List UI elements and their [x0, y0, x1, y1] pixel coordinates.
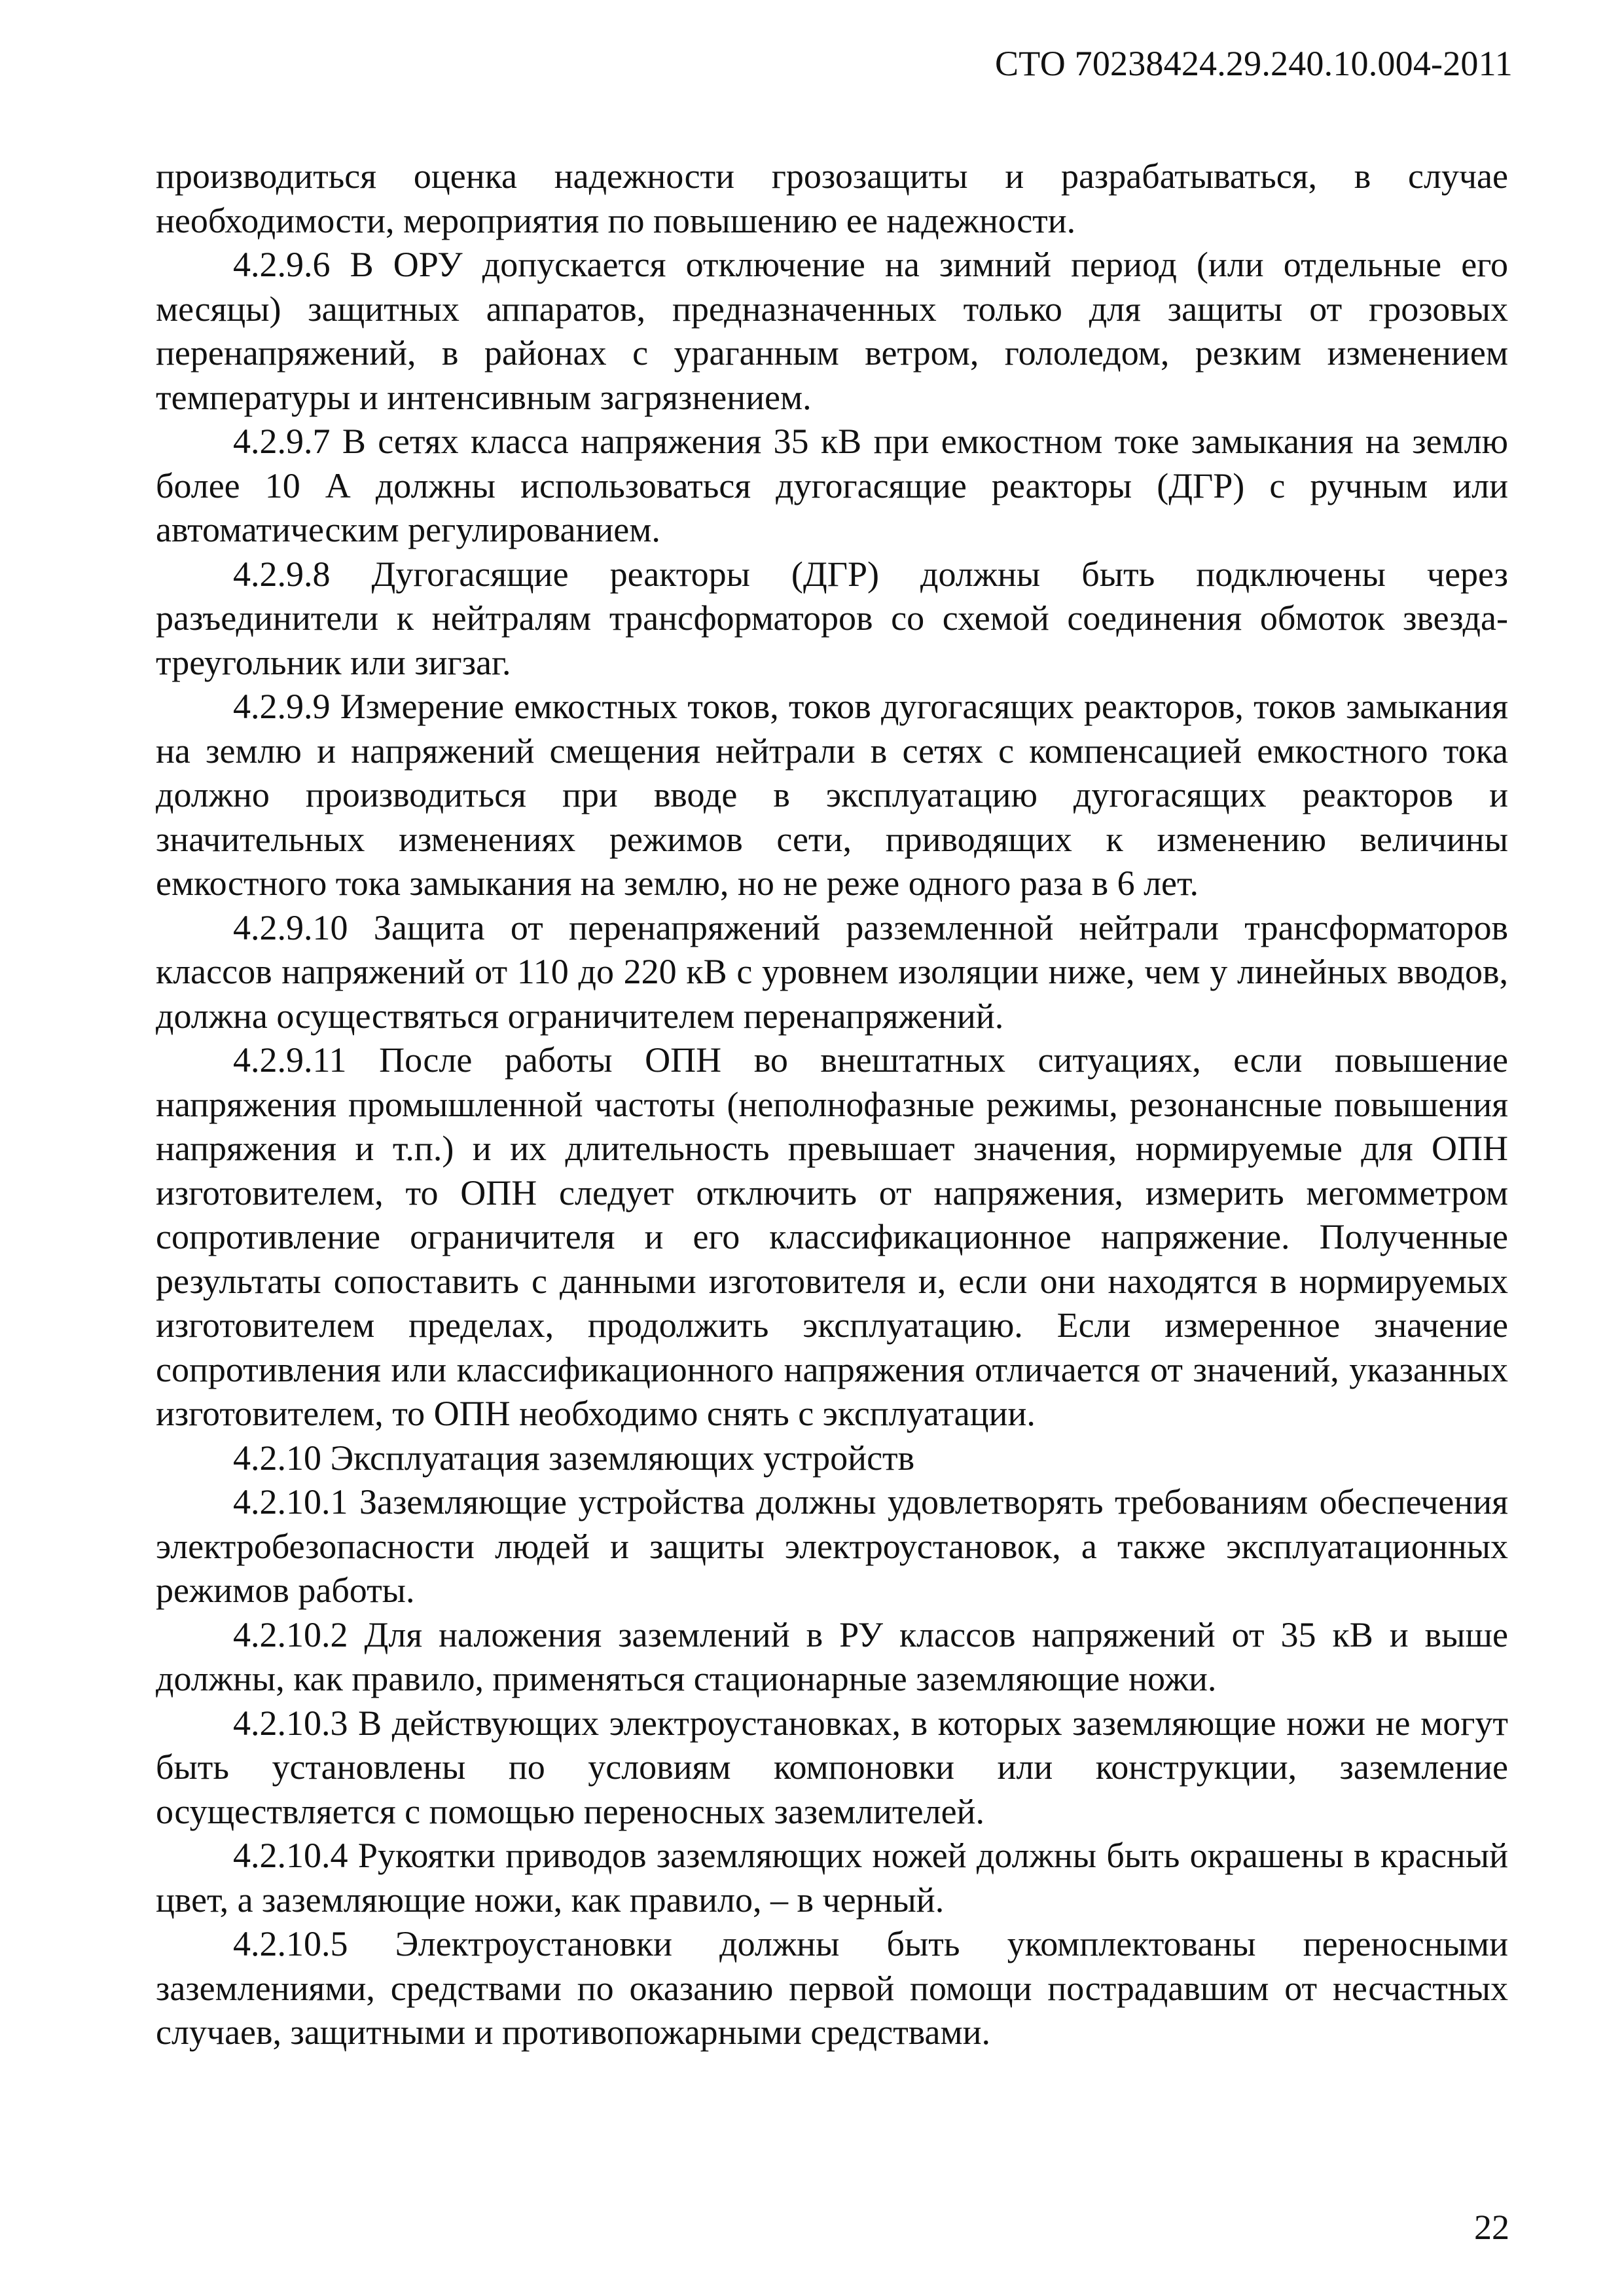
paragraph-4-2-9-7: 4.2.9.7 В сетях класса напряжения 35 кВ при емкостном токе замыкания на землю более 10 А должны использоваться дугогасящие реакторы (ДГР) с ручным или автоматическим регулированием.	[156, 422, 1508, 549]
paragraph-4-2-9-11: 4.2.9.11 После работы ОПН во внештатных ситуациях, если повышение напряжения промышленной частоты (неполнофазные режимы, резонансные повышения напряжения и т.п.) и их длительность превышает значения, нормируемые для ОПН изготовителем, то ОПН следует отключить от напряжения, измерить мегомметром сопротивление ограничителя и его классификационное напряжение. Полученные результаты сопоставить с данными изготовителя и, если они находятся в нормируемых изготовителем пределах, продолжить эксплуатацию. Если измеренное значение сопротивления или классификационного напряжения отличается от значений, указанных изготовителем, то ОПН необходимо снять с эксплуатации.	[156, 1040, 1508, 1433]
paragraph-4-2-9-8: 4.2.9.8 Дугогасящие реакторы (ДГР) должны быть подключены через разъединители к нейтралям трансформаторов со схемой соединения обмоток звезда-треугольник или зигзаг.	[156, 554, 1508, 682]
paragraph-4-2-10-3: 4.2.10.3 В действующих электроустановках, в которых заземляющие ножи не могут быть установлены по условиям компоновки или конструкции, заземление осуществляется с помощью переносных заземлителей.	[156, 1703, 1508, 1831]
paragraph-4-2-9-6: 4.2.9.6 В ОРУ допускается отключение на зимний период (или отдельные его месяцы) защитных аппаратов, предназначенных только для защиты от грозовых перенапряжений, в районах с ураганным ветром, гололедом, резким изменением температуры и интенсивным загрязнением.	[156, 245, 1508, 417]
paragraph-4-2-9-10: 4.2.9.10 Защита от перенапряжений разземленной нейтрали трансформаторов классов напряжений от 110 до 220 кВ с уровнем изоляции ниже, чем у линейных вводов, должна осуществяться ограничителем перенапряжений.	[156, 907, 1508, 1036]
section-heading-4-2-10: 4.2.10 Эксплуатация заземляющих устройств	[233, 1438, 915, 1478]
paragraph-4-2-9-9: 4.2.9.9 Измерение емкостных токов, токов дугогасящих реакторов, токов замыкания на землю и напряжений смещения нейтрали в сетях с компенсацией емкостного тока должно производиться при вводе в эксплуатацию дугогасящих реакторов и значительных изменениях режимов сети, приводящих к изменению величины емкостного тока замыкания на землю, но не реже одного раза в 6 лет.	[156, 687, 1508, 903]
document-body	[156, 155, 1508, 2055]
document-code-header: СТО 70238424.29.240.10.004-2011	[995, 44, 1513, 83]
page-number: 22	[1474, 2208, 1509, 2247]
paragraph-continuation: производиться оценка надежности грозозащиты и разрабатываться, в случае необходимости, мероприятия по повышению ее надежности.	[156, 156, 1508, 240]
paragraph-4-2-10-2: 4.2.10.2 Для наложения заземлений в РУ классов напряжений от 35 кВ и выше должны, как правило, применяться стационарные заземляющие ножи.	[156, 1614, 1508, 1698]
paragraph-4-2-10-5: 4.2.10.5 Электроустановки должны быть укомплектованы переносными заземлениями, средствами по оказанию первой помощи пострадавшим от несчастных случаев, защитными и противопожарными средствами.	[156, 1924, 1508, 2052]
paragraph-4-2-10-1: 4.2.10.1 Заземляющие устройства должны удовлетворять требованиям обеспечения электробезопасности людей и защиты электроустановок, а также эксплуатационных режимов работы.	[156, 1482, 1508, 1610]
paragraph-4-2-10-4: 4.2.10.4 Рукоятки приводов заземляющих ножей должны быть окрашены в красный цвет, а заземляющие ножи, как правило, – в черный.	[156, 1836, 1508, 1920]
